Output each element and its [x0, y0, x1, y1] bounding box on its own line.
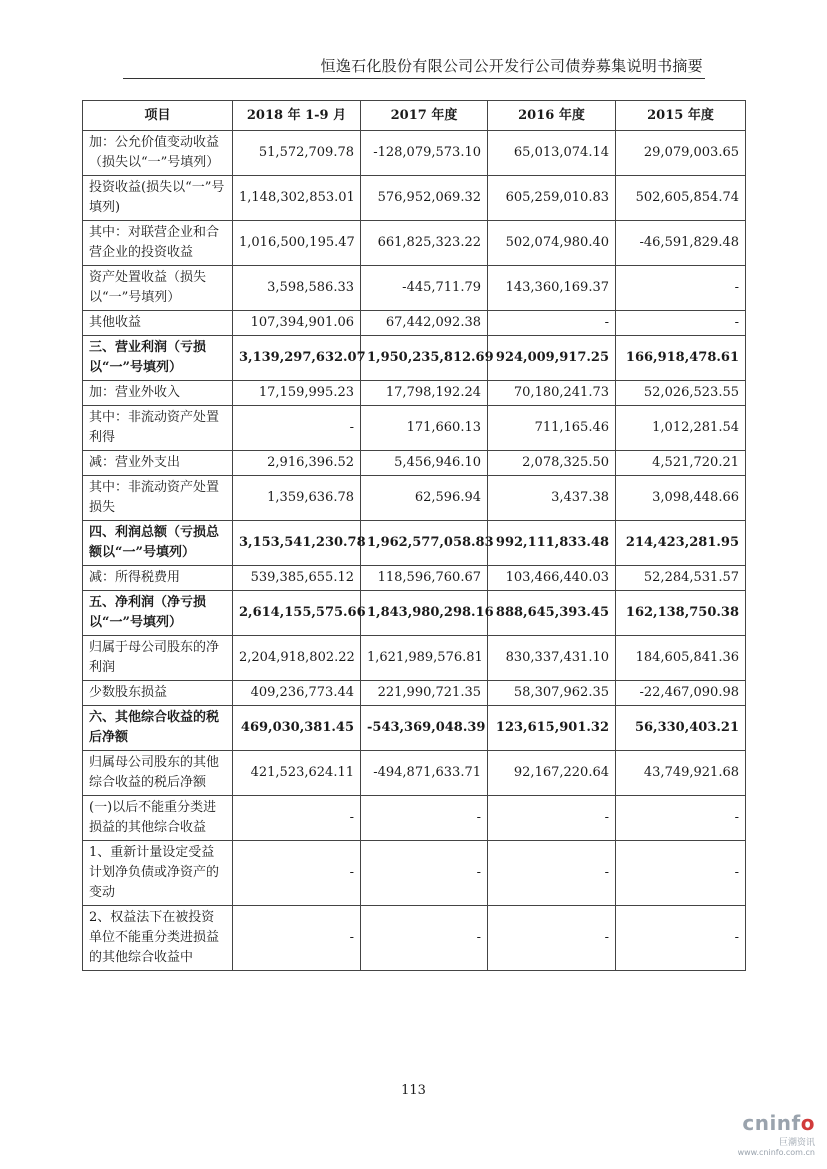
row-value: 1,359,636.78: [233, 476, 361, 521]
row-value: 711,165.46: [488, 406, 616, 451]
row-value: 576,952,069.32: [361, 176, 488, 221]
column-header: 2018 年 1-9 月: [233, 101, 361, 131]
row-value: 103,466,440.03: [488, 566, 616, 591]
row-value: -46,591,829.48: [616, 221, 746, 266]
row-label: 减：营业外支出: [83, 451, 233, 476]
row-value: 52,026,523.55: [616, 381, 746, 406]
row-label: 其中：对联营企业和合营企业的投资收益: [83, 221, 233, 266]
table-row: [83, 796, 746, 841]
row-value: -128,079,573.10: [361, 131, 488, 176]
row-value: -: [616, 906, 746, 971]
row-value: 1,621,989,576.81: [361, 636, 488, 681]
row-label: 其中：非流动资产处置利得: [83, 406, 233, 451]
row-label: 资产处置收益（损失以“一”号填列）: [83, 266, 233, 311]
column-header: 2016 年度: [488, 101, 616, 131]
row-value: -: [361, 841, 488, 906]
row-value: -: [233, 906, 361, 971]
row-value: 1,950,235,812.69: [361, 336, 488, 381]
row-value: 3,098,448.66: [616, 476, 746, 521]
row-value: 51,572,709.78: [233, 131, 361, 176]
row-value: 67,442,092.38: [361, 311, 488, 336]
row-value: 4,521,720.21: [616, 451, 746, 476]
row-value: 62,596.94: [361, 476, 488, 521]
row-value: 5,456,946.10: [361, 451, 488, 476]
row-value: 2,204,918,802.22: [233, 636, 361, 681]
row-value: 29,079,003.65: [616, 131, 746, 176]
row-value: -543,369,048.39: [361, 706, 488, 751]
table-row: [83, 131, 746, 176]
table-row: [83, 266, 746, 311]
table-row: [83, 381, 746, 406]
income-statement-table: [82, 100, 746, 971]
row-value: 1,962,577,058.83: [361, 521, 488, 566]
row-label: 归属于母公司股东的净利润: [83, 636, 233, 681]
table-row: [83, 476, 746, 521]
row-value: -: [488, 906, 616, 971]
row-value: 107,394,901.06: [233, 311, 361, 336]
row-label: 其他收益: [83, 311, 233, 336]
row-value: 56,330,403.21: [616, 706, 746, 751]
row-value: 502,605,854.74: [616, 176, 746, 221]
column-header: 项目: [83, 101, 233, 131]
row-value: 1,148,302,853.01: [233, 176, 361, 221]
table-row: [83, 521, 746, 566]
table-row: [83, 681, 746, 706]
row-label: 六、其他综合收益的税后净额: [83, 706, 233, 751]
row-value: 184,605,841.36: [616, 636, 746, 681]
row-value: -494,871,633.71: [361, 751, 488, 796]
row-value: 52,284,531.57: [616, 566, 746, 591]
row-label: 四、利润总额（亏损总额以“一”号填列）: [83, 521, 233, 566]
row-value: 605,259,010.83: [488, 176, 616, 221]
row-value: 661,825,323.22: [361, 221, 488, 266]
header-divider: [123, 78, 705, 79]
table-row: [83, 176, 746, 221]
row-value: 43,749,921.68: [616, 751, 746, 796]
page-number: 113: [401, 1083, 426, 1098]
row-label: 加：公允价值变动收益（损失以“一”号填列）: [83, 131, 233, 176]
table-row: [83, 906, 746, 971]
cninfo-watermark-logo: [738, 1111, 815, 1157]
row-value: -: [361, 906, 488, 971]
row-value: 70,180,241.73: [488, 381, 616, 406]
row-value: 118,596,760.67: [361, 566, 488, 591]
row-value: 3,598,586.33: [233, 266, 361, 311]
row-value: 502,074,980.40: [488, 221, 616, 266]
row-value: -: [488, 841, 616, 906]
row-value: 1,843,980,298.16: [361, 591, 488, 636]
row-value: 3,153,541,230.78: [233, 521, 361, 566]
row-value: -22,467,090.98: [616, 681, 746, 706]
row-value: 65,013,074.14: [488, 131, 616, 176]
table-body: [83, 131, 746, 971]
row-value: 17,159,995.23: [233, 381, 361, 406]
row-value: -: [488, 796, 616, 841]
row-value: 2,078,325.50: [488, 451, 616, 476]
table-row: [83, 311, 746, 336]
table-row: [83, 566, 746, 591]
row-value: -: [233, 406, 361, 451]
table-row: [83, 221, 746, 266]
row-value: 1,016,500,195.47: [233, 221, 361, 266]
row-value: 2,916,396.52: [233, 451, 361, 476]
table-row: [83, 751, 746, 796]
row-value: 992,111,833.48: [488, 521, 616, 566]
row-value: 214,423,281.95: [616, 521, 746, 566]
logo-chinese-text: 巨潮资讯: [778, 1138, 815, 1148]
row-value: 143,360,169.37: [488, 266, 616, 311]
table-row: [83, 406, 746, 451]
table-header-row: [83, 101, 746, 131]
column-header: 2017 年度: [361, 101, 488, 131]
row-label: 少数股东损益: [83, 681, 233, 706]
row-label: 投资收益(损失以“一”号填列): [83, 176, 233, 221]
row-value: 221,990,721.35: [361, 681, 488, 706]
table-row: [83, 336, 746, 381]
page-header-title: 恒逸石化股份有限公司公开发行公司债券募集说明书摘要: [320, 57, 703, 75]
logo-brand-text: cninf: [742, 1111, 801, 1135]
table-row: [83, 841, 746, 906]
row-value: -: [616, 266, 746, 311]
row-label: 其中：非流动资产处置损失: [83, 476, 233, 521]
table-row: [83, 451, 746, 476]
row-label: 1、重新计量设定受益计划净负债或净资产的变动: [83, 841, 233, 906]
row-value: -445,711.79: [361, 266, 488, 311]
row-value: -: [233, 796, 361, 841]
table-row: [83, 636, 746, 681]
row-value: 3,437.38: [488, 476, 616, 521]
row-value: 888,645,393.45: [488, 591, 616, 636]
logo-brand-accent: o: [800, 1111, 815, 1135]
logo-url-text: www.cninfo.com.cn: [737, 1148, 815, 1157]
row-label: 归属母公司股东的其他综合收益的税后净额: [83, 751, 233, 796]
row-value: 421,523,624.11: [233, 751, 361, 796]
row-value: 123,615,901.32: [488, 706, 616, 751]
row-value: 166,918,478.61: [616, 336, 746, 381]
row-label: 加：营业外收入: [83, 381, 233, 406]
table-row: [83, 706, 746, 751]
row-label: 三、营业利润（亏损以“一”号填列）: [83, 336, 233, 381]
row-value: -: [233, 841, 361, 906]
row-value: 409,236,773.44: [233, 681, 361, 706]
column-header: 2015 年度: [616, 101, 746, 131]
row-label: 减：所得税费用: [83, 566, 233, 591]
row-value: 17,798,192.24: [361, 381, 488, 406]
row-value: 58,307,962.35: [488, 681, 616, 706]
row-value: 539,385,655.12: [233, 566, 361, 591]
row-value: -: [488, 311, 616, 336]
row-value: 1,012,281.54: [616, 406, 746, 451]
row-label: (一)以后不能重分类进损益的其他综合收益: [83, 796, 233, 841]
row-value: 3,139,297,632.07: [233, 336, 361, 381]
row-value: 171,660.13: [361, 406, 488, 451]
row-value: 469,030,381.45: [233, 706, 361, 751]
row-value: -: [616, 841, 746, 906]
row-value: 2,614,155,575.66: [233, 591, 361, 636]
row-label: 2、权益法下在被投资单位不能重分类进损益的其他综合收益中: [83, 906, 233, 971]
row-value: -: [616, 311, 746, 336]
table-row: [83, 591, 746, 636]
row-value: 92,167,220.64: [488, 751, 616, 796]
row-value: -: [616, 796, 746, 841]
row-value: 924,009,917.25: [488, 336, 616, 381]
row-label: 五、净利润（净亏损以“一”号填列）: [83, 591, 233, 636]
row-value: 830,337,431.10: [488, 636, 616, 681]
row-value: 162,138,750.38: [616, 591, 746, 636]
row-value: -: [361, 796, 488, 841]
